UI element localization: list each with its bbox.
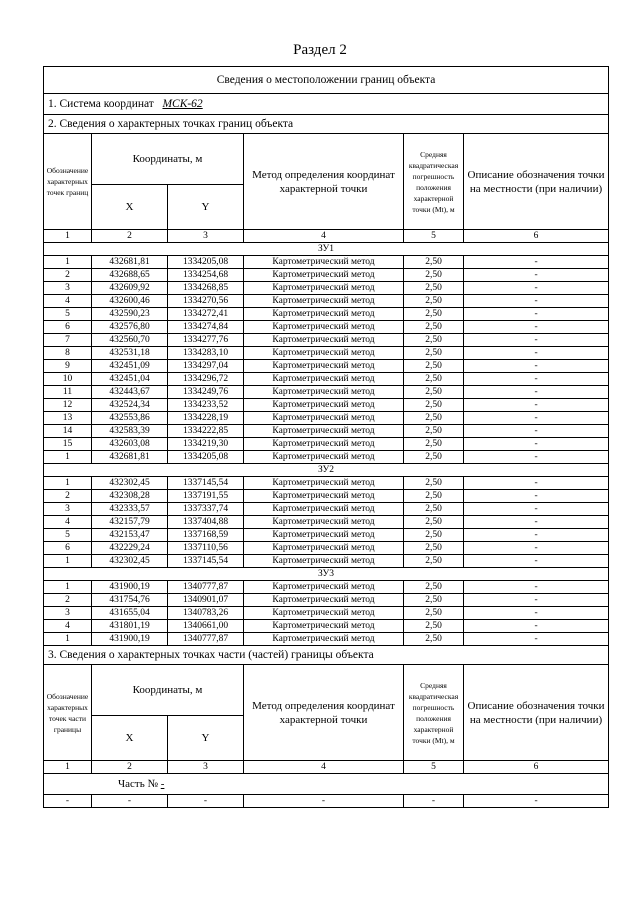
cell-x: 432157,79 <box>92 516 168 529</box>
column-number: 6 <box>464 230 609 243</box>
cell-x: 432153,47 <box>92 529 168 542</box>
cell-x: 431900,19 <box>92 581 168 594</box>
cell-x: 432583,39 <box>92 425 168 438</box>
cell-mt: 2,50 <box>404 412 464 425</box>
cell-y: 1334274,84 <box>168 321 244 334</box>
column-number: 6 <box>464 761 609 774</box>
cell-method: Картометрический метод <box>244 347 404 360</box>
cell-desc: - <box>464 503 609 516</box>
part-cell-mt: - <box>404 795 464 808</box>
cell-y: 1334297,04 <box>168 360 244 373</box>
cell-point: 1 <box>44 633 92 646</box>
cell-desc: - <box>464 256 609 269</box>
cell-y: 1334249,76 <box>168 386 244 399</box>
cell-mt: 2,50 <box>404 620 464 633</box>
table-row <box>44 399 609 412</box>
table-row <box>44 516 609 529</box>
table-row <box>44 386 609 399</box>
cell-point: 8 <box>44 347 92 360</box>
cell-point: 1 <box>44 451 92 464</box>
cell-mt: 2,50 <box>404 321 464 334</box>
cell-method: Картометрический метод <box>244 295 404 308</box>
cell-point: 14 <box>44 425 92 438</box>
cell-point: 15 <box>44 438 92 451</box>
cell-mt: 2,50 <box>404 269 464 282</box>
cell-x: 431801,19 <box>92 620 168 633</box>
cell-point: 1 <box>44 477 92 490</box>
parcel-header-row <box>44 243 609 256</box>
cell-x: 431754,76 <box>92 594 168 607</box>
cell-y: 1334270,56 <box>168 295 244 308</box>
cell-x: 432681,81 <box>92 256 168 269</box>
boundary-table <box>43 66 609 808</box>
cell-point: 4 <box>44 295 92 308</box>
cell-mt: 2,50 <box>404 555 464 568</box>
cell-point: 6 <box>44 542 92 555</box>
header2-desc: Описание обозначения точки на местности (при наличии) <box>464 665 609 761</box>
header2-method: Метод определения координат характерной точки <box>244 665 404 761</box>
cell-desc: - <box>464 516 609 529</box>
cell-method: Картометрический метод <box>244 607 404 620</box>
cell-y: 1334222,85 <box>168 425 244 438</box>
cell-y: 1334219,30 <box>168 438 244 451</box>
part-data-row <box>44 795 609 808</box>
table-row <box>44 321 609 334</box>
cell-y: 1334296,72 <box>168 373 244 386</box>
cell-point: 11 <box>44 386 92 399</box>
header1-y: Y <box>168 185 244 230</box>
cell-method: Картометрический метод <box>244 620 404 633</box>
cell-x: 432600,46 <box>92 295 168 308</box>
cell-x: 432603,08 <box>92 438 168 451</box>
table-row <box>44 360 609 373</box>
cell-point: 5 <box>44 529 92 542</box>
table-row <box>44 412 609 425</box>
section3-title: 3. Сведения о характерных точках части (частей) границы объекта <box>44 646 609 665</box>
cell-mt: 2,50 <box>404 386 464 399</box>
parcel-name: ЗУ3 <box>44 568 609 581</box>
table-row <box>44 477 609 490</box>
cell-point: 4 <box>44 516 92 529</box>
column-number: 5 <box>404 761 464 774</box>
cell-x: 432688,65 <box>92 269 168 282</box>
table-row <box>44 581 609 594</box>
table-row <box>44 295 609 308</box>
cell-mt: 2,50 <box>404 451 464 464</box>
cell-y: 1334272,41 <box>168 308 244 321</box>
cell-point: 3 <box>44 607 92 620</box>
cell-point: 3 <box>44 503 92 516</box>
cell-mt: 2,50 <box>404 607 464 620</box>
parcel-name: ЗУ1 <box>44 243 609 256</box>
cell-y: 1334277,76 <box>168 334 244 347</box>
cell-y: 1340777,87 <box>168 633 244 646</box>
cell-y: 1340783,26 <box>168 607 244 620</box>
table-row <box>44 451 609 464</box>
cell-point: 13 <box>44 412 92 425</box>
cell-point: 12 <box>44 399 92 412</box>
cell-point: 2 <box>44 269 92 282</box>
column-numbers-row-2 <box>44 761 609 774</box>
cell-desc: - <box>464 620 609 633</box>
cell-point: 4 <box>44 620 92 633</box>
cell-desc: - <box>464 425 609 438</box>
cell-desc: - <box>464 633 609 646</box>
column-number: 5 <box>404 230 464 243</box>
cell-method: Картометрический метод <box>244 321 404 334</box>
cell-mt: 2,50 <box>404 490 464 503</box>
cell-method: Картометрический метод <box>244 503 404 516</box>
cell-method: Картометрический метод <box>244 425 404 438</box>
cell-x: 431900,19 <box>92 633 168 646</box>
cell-method: Картометрический метод <box>244 269 404 282</box>
cell-mt: 2,50 <box>404 477 464 490</box>
cell-mt: 2,50 <box>404 295 464 308</box>
cell-point: 9 <box>44 360 92 373</box>
part-value: - <box>160 778 165 790</box>
cell-x: 432451,04 <box>92 373 168 386</box>
cell-point: 7 <box>44 334 92 347</box>
cell-point: 1 <box>44 581 92 594</box>
table-row <box>44 633 609 646</box>
cell-mt: 2,50 <box>404 425 464 438</box>
part-label: Часть № <box>118 778 158 790</box>
cell-desc: - <box>464 412 609 425</box>
cell-method: Картометрический метод <box>244 555 404 568</box>
cell-x: 432531,18 <box>92 347 168 360</box>
part-cell-point: - <box>44 795 92 808</box>
table-row <box>44 607 609 620</box>
cell-method: Картометрический метод <box>244 451 404 464</box>
cell-method: Картометрический метод <box>244 373 404 386</box>
table-row <box>44 542 609 555</box>
column-number: 1 <box>44 761 92 774</box>
cell-desc: - <box>464 555 609 568</box>
cell-desc: - <box>464 542 609 555</box>
cell-method: Картометрический метод <box>244 477 404 490</box>
cell-method: Картометрический метод <box>244 633 404 646</box>
cell-method: Картометрический метод <box>244 360 404 373</box>
column-number: 3 <box>168 761 244 774</box>
parcel-name: ЗУ2 <box>44 464 609 477</box>
cell-x: 431655,04 <box>92 607 168 620</box>
cell-y: 1337145,54 <box>168 555 244 568</box>
column-number: 1 <box>44 230 92 243</box>
table-row <box>44 282 609 295</box>
cell-method: Картометрический метод <box>244 516 404 529</box>
cell-x: 432302,45 <box>92 477 168 490</box>
header2-point-col: Обозначение характерных точек части границы <box>44 665 92 761</box>
cell-desc: - <box>464 308 609 321</box>
header2-y: Y <box>168 716 244 761</box>
cell-x: 432553,86 <box>92 412 168 425</box>
cell-point: 1 <box>44 555 92 568</box>
cell-desc: - <box>464 269 609 282</box>
cell-mt: 2,50 <box>404 347 464 360</box>
header2-mt: Средняя квадратическая погрешность положения характерной точки (Mt), м <box>404 665 464 761</box>
cell-mt: 2,50 <box>404 542 464 555</box>
header1-method: Метод определения координат характерной точки <box>244 134 404 230</box>
cell-x: 432333,57 <box>92 503 168 516</box>
cell-x: 432524,34 <box>92 399 168 412</box>
cell-y: 1337404,88 <box>168 516 244 529</box>
cell-y: 1337168,59 <box>168 529 244 542</box>
cell-y: 1334228,19 <box>168 412 244 425</box>
cell-y: 1337191,55 <box>168 490 244 503</box>
cell-y: 1337145,54 <box>168 477 244 490</box>
table-row <box>44 490 609 503</box>
cell-mt: 2,50 <box>404 438 464 451</box>
cell-mt: 2,50 <box>404 503 464 516</box>
cell-desc: - <box>464 529 609 542</box>
cell-mt: 2,50 <box>404 334 464 347</box>
cell-x: 432451,09 <box>92 360 168 373</box>
cell-desc: - <box>464 594 609 607</box>
cell-y: 1334205,08 <box>168 451 244 464</box>
cell-x: 432229,24 <box>92 542 168 555</box>
cell-mt: 2,50 <box>404 529 464 542</box>
cell-x: 432560,70 <box>92 334 168 347</box>
cell-point: 2 <box>44 490 92 503</box>
cell-desc: - <box>464 451 609 464</box>
cell-y: 1340661,00 <box>168 620 244 633</box>
cell-method: Картометрический метод <box>244 334 404 347</box>
table-row <box>44 594 609 607</box>
cell-mt: 2,50 <box>404 360 464 373</box>
header1-desc: Описание обозначения точки на местности (при наличии) <box>464 134 609 230</box>
cell-desc: - <box>464 360 609 373</box>
cell-x: 432302,45 <box>92 555 168 568</box>
cell-point: 2 <box>44 594 92 607</box>
cell-desc: - <box>464 334 609 347</box>
cell-y: 1334254,68 <box>168 269 244 282</box>
cell-method: Картометрический метод <box>244 594 404 607</box>
cell-desc: - <box>464 399 609 412</box>
table-row <box>44 269 609 282</box>
cell-desc: - <box>464 477 609 490</box>
cell-mt: 2,50 <box>404 516 464 529</box>
table-row <box>44 555 609 568</box>
part-cell-method: - <box>244 795 404 808</box>
cell-point: 3 <box>44 282 92 295</box>
table-row <box>44 334 609 347</box>
table-row <box>44 425 609 438</box>
cell-desc: - <box>464 373 609 386</box>
parcel-header-row <box>44 464 609 477</box>
table-row <box>44 373 609 386</box>
cell-mt: 2,50 <box>404 594 464 607</box>
table-row <box>44 620 609 633</box>
cell-x: 432308,28 <box>92 490 168 503</box>
cell-x: 432681,81 <box>92 451 168 464</box>
coord-system-value: МСК-62 <box>162 98 203 110</box>
cell-desc: - <box>464 581 609 594</box>
cell-desc: - <box>464 347 609 360</box>
part-cell <box>44 774 609 795</box>
cell-method: Картометрический метод <box>244 490 404 503</box>
cell-y: 1334283,10 <box>168 347 244 360</box>
column-number: 4 <box>244 230 404 243</box>
cell-point: 10 <box>44 373 92 386</box>
cell-mt: 2,50 <box>404 399 464 412</box>
header2-coords: Координаты, м <box>92 665 244 716</box>
cell-method: Картометрический метод <box>244 386 404 399</box>
part-cell-y: - <box>168 795 244 808</box>
table-row <box>44 438 609 451</box>
header1-mt: Средняя квадратическая погрешность положения характерной точки (Mt), м <box>404 134 464 230</box>
table-row <box>44 347 609 360</box>
column-number: 4 <box>244 761 404 774</box>
cell-method: Картометрический метод <box>244 581 404 594</box>
header2-x: X <box>92 716 168 761</box>
section2-title: 2. Сведения о характерных точках границ объекта <box>44 115 609 134</box>
cell-mt: 2,50 <box>404 633 464 646</box>
header1-x: X <box>92 185 168 230</box>
cell-y: 1340901,07 <box>168 594 244 607</box>
column-number: 3 <box>168 230 244 243</box>
cell-x: 432590,23 <box>92 308 168 321</box>
cell-method: Картометрический метод <box>244 438 404 451</box>
cell-y: 1337337,74 <box>168 503 244 516</box>
cell-x: 432609,92 <box>92 282 168 295</box>
table-row <box>44 308 609 321</box>
part-cell-x: - <box>92 795 168 808</box>
coord-system-row <box>44 94 609 115</box>
coord-system-label: 1. Система координат <box>48 98 154 110</box>
cell-method: Картометрический метод <box>244 399 404 412</box>
cell-desc: - <box>464 438 609 451</box>
table-row <box>44 256 609 269</box>
cell-method: Картометрический метод <box>244 282 404 295</box>
cell-method: Картометрический метод <box>244 542 404 555</box>
cell-y: 1340777,87 <box>168 581 244 594</box>
cell-method: Картометрический метод <box>244 256 404 269</box>
table-row <box>44 529 609 542</box>
parcel-header-row <box>44 568 609 581</box>
cell-x: 432443,67 <box>92 386 168 399</box>
cell-mt: 2,50 <box>404 282 464 295</box>
column-number: 2 <box>92 230 168 243</box>
cell-desc: - <box>464 282 609 295</box>
cell-desc: - <box>464 386 609 399</box>
cell-point: 1 <box>44 256 92 269</box>
cell-desc: - <box>464 607 609 620</box>
column-number: 2 <box>92 761 168 774</box>
part-cell-desc: - <box>464 795 609 808</box>
header1-coords: Координаты, м <box>92 134 244 185</box>
cell-y: 1334268,85 <box>168 282 244 295</box>
cell-desc: - <box>464 295 609 308</box>
column-numbers-row <box>44 230 609 243</box>
part-row <box>44 774 609 795</box>
cell-x: 432576,80 <box>92 321 168 334</box>
cell-desc: - <box>464 321 609 334</box>
cell-method: Картометрический метод <box>244 529 404 542</box>
cell-y: 1334205,08 <box>168 256 244 269</box>
cell-desc: - <box>464 490 609 503</box>
cell-mt: 2,50 <box>404 308 464 321</box>
cell-method: Картометрический метод <box>244 412 404 425</box>
table-row <box>44 503 609 516</box>
cell-point: 6 <box>44 321 92 334</box>
header1-point-col: Обозначение характерных точек границ <box>44 134 92 230</box>
page-title: Раздел 2 <box>293 42 347 58</box>
cell-mt: 2,50 <box>404 373 464 386</box>
cell-y: 1334233,52 <box>168 399 244 412</box>
cell-mt: 2,50 <box>404 581 464 594</box>
cell-mt: 2,50 <box>404 256 464 269</box>
cell-method: Картометрический метод <box>244 308 404 321</box>
table-title: Сведения о местоположении границ объекта <box>44 67 609 94</box>
cell-point: 5 <box>44 308 92 321</box>
cell-y: 1337110,56 <box>168 542 244 555</box>
